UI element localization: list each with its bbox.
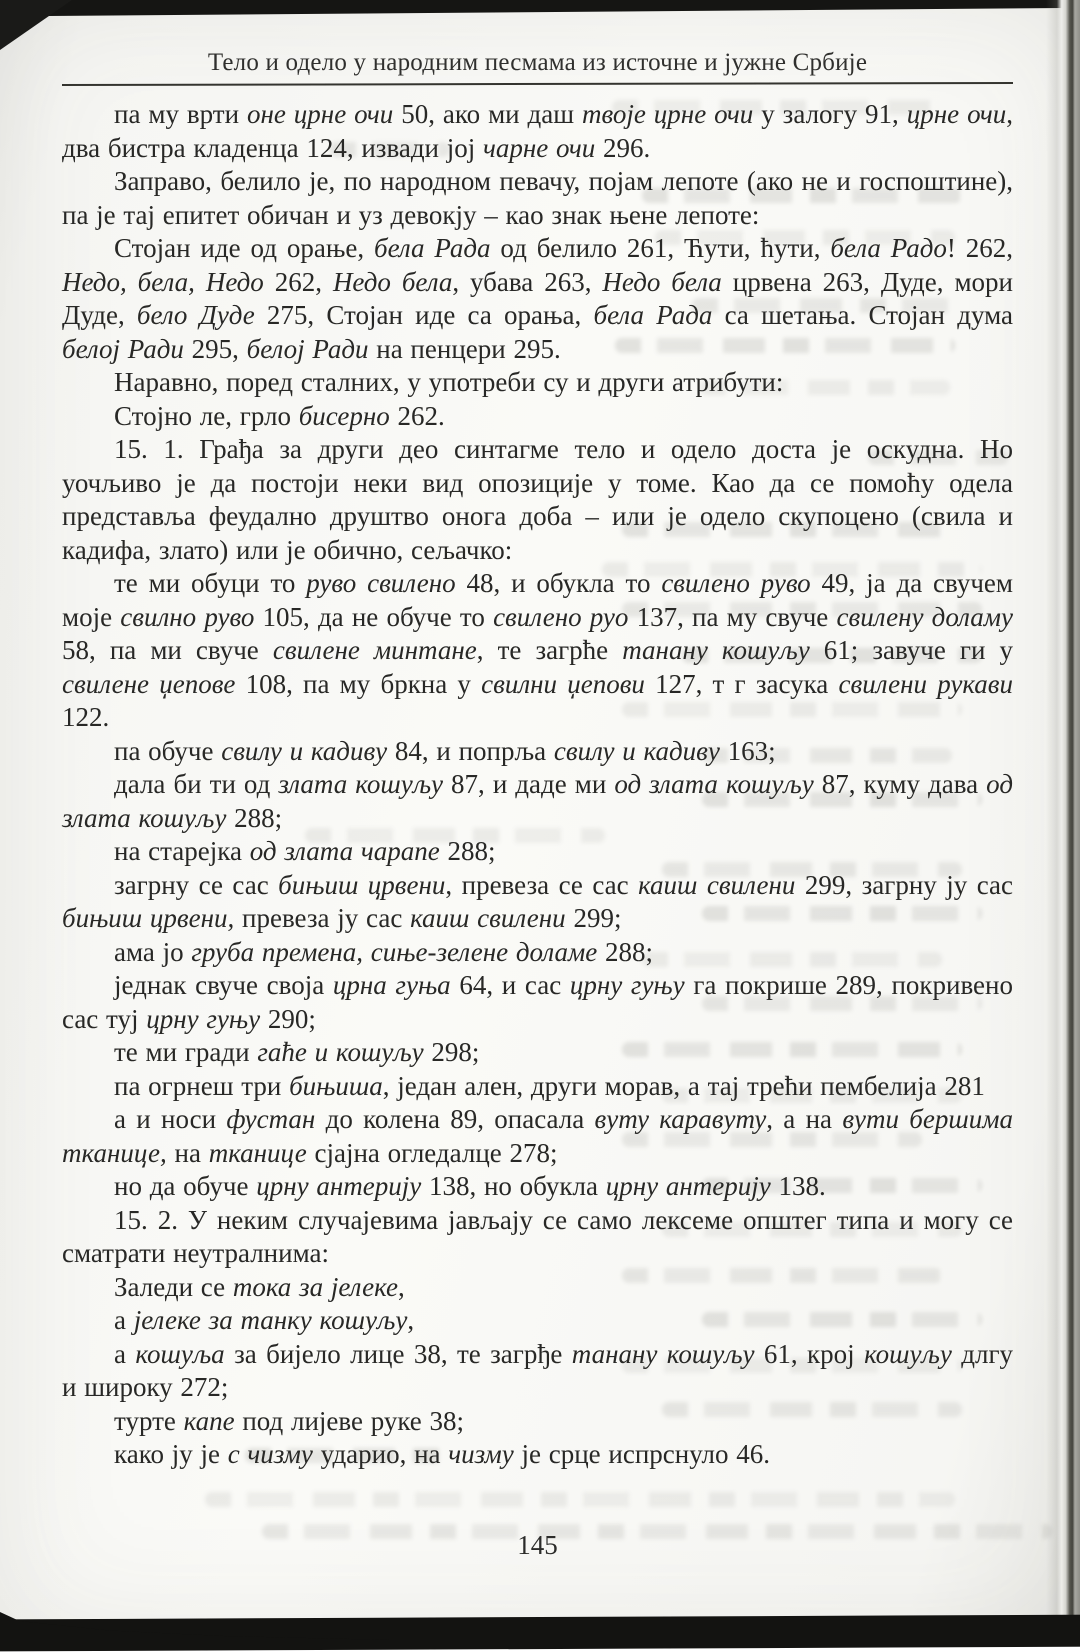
paragraph: те ми гради гаће и кошуљу 298;	[114, 1037, 480, 1067]
paragraph: Наравно, поред сталних, у употреби су и други атрибути:	[114, 367, 784, 397]
paragraph: но да обуче црну антерију 138, но обукла црну антерију 138.	[114, 1171, 826, 1201]
paragraph: ама јо груба премена, сиње-зелене доламе 288;	[114, 936, 653, 967]
running-header: Тело и одело у народним песмама из источне и јужне Србије	[207, 49, 868, 76]
paragraph: Заледи се тока за јелеке,	[114, 1271, 405, 1302]
paragraph: па обуче свилу и кадиву 84, и попрља свилу и кадиву 163;	[114, 735, 776, 766]
paragraph: 15. 1. Грађа за други део синтагме тело и одело доста је оскудна. Но уочљиво је да постоји неки вид опозиције у томе. Као да се помоћу одела представља феудално друштво онога доба – или је одело скупоцено (свила и кадифа, злато) или је обично, сељачко:	[62, 434, 1013, 565]
bleed-through-artifact	[205, 1492, 955, 1507]
paragraph: а кошуља за бијело лице 38, те загрђе танану кошуљу 61, крој кошуљу длгу и широку 272;	[62, 1338, 1014, 1402]
paragraph: те ми обуци то руво свилено 48, и обукла то свилено руво 49, ја да свучем моје свилно руво 105, да не обуче то свилено руо 137, па му свуче свилену доламу 58, па ми свуче свилене минтане, те загрће танану кошуљу 61; завуче ги у свилене џепове 108, па му бркна у свилни џепови 127, т г засука свилени рукави 122.	[62, 568, 1014, 732]
page-number: 145	[517, 1530, 558, 1560]
paragraph: турте капе под лијеве руке 38;	[114, 1405, 465, 1436]
paragraph: загрну се сас бињиш црвени, превеза се сас каиш свилени 299, загрну ју сас бињиш црвени, превеза ју сас каиш свилени 299;	[62, 869, 1013, 933]
header-rule	[62, 82, 1013, 86]
paragraph: како ју је с чизму ударио, на чизму је срце испрснуло 46.	[114, 1439, 771, 1469]
paragraph: Стојно ле, грло бисерно 262.	[114, 400, 445, 431]
paragraph: па огрнеш три бињиша, један ален, други морав, а тај трећи пембелија 281	[114, 1070, 985, 1101]
paragraph: а и носи фустан до колена 89, опасала вуту каравуту, а на вути бершима тканице, на тканице сјајна огледалце 278;	[62, 1104, 1013, 1168]
paragraph: па му врти оне црне очи 50, ако ми даш твоје црне очи у залогу 91, црне очи, два бистра кладенца 124, извади јој чарне очи 296.	[62, 99, 1013, 163]
page-content	[62, 46, 1013, 1472]
paragraph: Заправо, белило је, по народном певачу, појам лепоте (ако не и госпоштине), па је тај епитет обичан и уз девокју – као знак њене лепоте:	[62, 166, 1013, 230]
paragraph: 15. 2. У неким случајевима јављају се само лексеме општег типа и могу се сматрати неутралнима:	[62, 1204, 1013, 1268]
paragraph: а јелеке за танку кошуљу,	[114, 1305, 415, 1335]
paragraph: на старејка од злата чарапе 288;	[114, 836, 496, 866]
paragraph: дала би ти од злата кошуљу 87, и даде ми од злата кошуљу 87, куму дава од злата кошуљу 288;	[62, 769, 1013, 833]
paragraph: једнак свуче своја црна гуња 64, и сас црну гуњу га покрише 289, покривено сас туј црну гуњу 290;	[62, 970, 1013, 1034]
paragraph: Стојан иде од орање, бела Рада од белило 261, Ћути, ћути, бела Радо! 262, Недо, бела, Недо 262, Недо бела, убава 263, Недо бела црвена 263, Дуде, мори Дуде, бело Дуде 275, Стојан иде са орања, бела Рада са шетања. Стојан дума белој Ради 295, белој Ради на пенцери 295.	[62, 233, 1013, 364]
body-text	[62, 98, 1013, 1472]
